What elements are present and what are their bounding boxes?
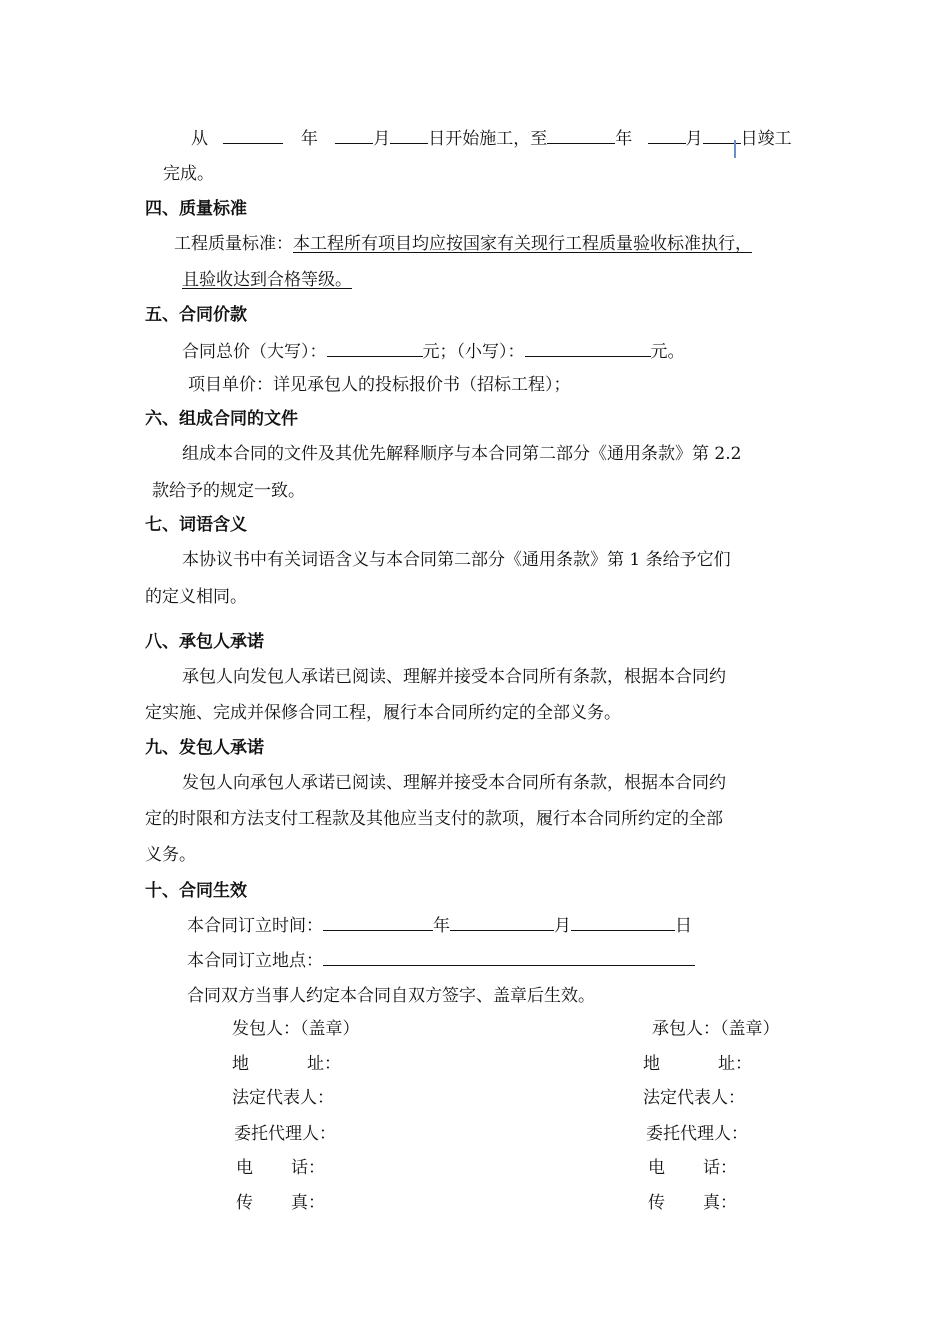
construction-period-line: [191, 126, 792, 151]
yuan2-text: 元。: [650, 342, 685, 362]
contractor-tel: [648, 1156, 737, 1180]
section-9-para-1: 发包人向承包人承诺已阅读、理解并接受本合同所有条款，根据本合同约: [182, 773, 726, 793]
sign-year-text: 年: [433, 916, 450, 936]
section-5-title: 五、合同价款: [145, 305, 247, 325]
section-7-title: 七、词语含义: [145, 515, 247, 535]
employer-rep: 法定代表人：: [232, 1088, 334, 1108]
sign-month-text: 月: [554, 916, 571, 936]
employer-fax: [236, 1191, 325, 1215]
section-9-para-3: 义务。: [145, 845, 196, 865]
contractor-tel-a: 电: [648, 1158, 665, 1178]
quality-label: 工程质量标准：: [174, 234, 293, 254]
contractor-party: 承包人：（盖章）: [652, 1019, 780, 1039]
unit-price-text: 项目单价：详见承包人的投标报价书（招标工程）；: [188, 375, 571, 395]
year2-text: 年: [615, 129, 633, 149]
from-text: 从: [191, 129, 208, 149]
sign-place-label: 本合同订立地点：: [187, 951, 323, 971]
section-8-title: 八、承包人承诺: [145, 632, 264, 652]
employer-party: 发包人：（盖章）: [232, 1019, 360, 1039]
section-6-para-2: 款给予的规定一致。: [152, 481, 305, 501]
employer-address: [232, 1052, 341, 1076]
sign-time-label: 本合同订立时间：: [187, 916, 323, 936]
complete-text: 完成。: [163, 164, 214, 184]
employer-tel-b: 话：: [291, 1158, 325, 1178]
section-9-title: 九、发包人承诺: [145, 738, 264, 758]
text-cursor: [734, 140, 736, 158]
quality-text-1: 本工程所有项目均应按国家有关现行工程质量验收标准执行，: [293, 234, 752, 254]
contractor-address: [643, 1052, 752, 1076]
employer-fax-a: 传: [236, 1193, 253, 1213]
quality-standard-line: [174, 232, 752, 256]
employer-agent: 委托代理人：: [234, 1124, 336, 1144]
contractor-agent: 委托代理人：: [646, 1124, 748, 1144]
section-9-para-2: 定的时限和方法支付工程款及其他应当支付的款项，履行本合同所约定的全部: [145, 809, 723, 829]
total-label: 合同总价（大写）：: [182, 342, 327, 362]
end-year-blank[interactable]: [547, 126, 615, 144]
sign-place-line: [187, 948, 695, 973]
employer-address-a: 地: [232, 1054, 249, 1074]
total-price-line: [182, 339, 685, 364]
year-text: 年: [300, 129, 318, 149]
yuan1-text: 元；（小写）：: [422, 342, 525, 362]
start-month-blank[interactable]: [335, 126, 373, 144]
employer-tel: [236, 1156, 325, 1180]
sign-month-blank[interactable]: [450, 913, 554, 931]
section-8-para-1: 承包人向发包人承诺已阅读、理解并接受本合同所有条款，根据本合同约: [182, 667, 726, 687]
month2-text: 月: [685, 129, 703, 149]
sign-place-blank[interactable]: [323, 948, 695, 966]
contractor-fax: [648, 1191, 737, 1215]
quality-text-2: 且验收达到合格等级。: [182, 270, 352, 290]
end-text: 日竣工: [740, 129, 792, 149]
contractor-address-b: 址：: [718, 1054, 752, 1074]
total-uppercase-blank[interactable]: [327, 339, 423, 357]
start-year-blank[interactable]: [223, 126, 283, 144]
end-month-blank[interactable]: [648, 126, 686, 144]
section-7-para-2: 的定义相同。: [145, 587, 247, 607]
employer-address-b: 址：: [307, 1054, 341, 1074]
section-4-title: 四、质量标准: [145, 199, 247, 219]
start-text: 日开始施工，至: [428, 129, 548, 149]
contractor-rep: 法定代表人：: [643, 1088, 745, 1108]
contractor-tel-b: 话：: [703, 1158, 737, 1178]
sign-day-text: 日: [675, 916, 692, 936]
total-lowercase-blank[interactable]: [525, 339, 651, 357]
section-6-para-1: 组成本合同的文件及其优先解释顺序与本合同第二部分《通用条款》第 2.2: [182, 444, 742, 464]
contractor-address-a: 地: [643, 1054, 660, 1074]
section-6-title: 六、组成合同的文件: [145, 409, 298, 429]
employer-fax-b: 真：: [291, 1193, 325, 1213]
start-day-blank[interactable]: [390, 126, 428, 144]
sign-day-blank[interactable]: [571, 913, 675, 931]
sign-time-line: [187, 913, 692, 938]
section-8-para-2: 定实施、完成并保修合同工程，履行本合同所约定的全部义务。: [145, 703, 621, 723]
section-7-para-1: 本协议书中有关词语含义与本合同第二部分《通用条款》第 1 条给予它们: [182, 550, 731, 570]
contractor-fax-b: 真：: [703, 1193, 737, 1213]
contractor-fax-a: 传: [648, 1193, 665, 1213]
month-text: 月: [373, 129, 391, 149]
effect-text: 合同双方当事人约定本合同自双方签字、盖章后生效。: [187, 986, 595, 1006]
sign-year-blank[interactable]: [323, 913, 433, 931]
employer-tel-a: 电: [236, 1158, 253, 1178]
section-10-title: 十、合同生效: [145, 881, 247, 901]
